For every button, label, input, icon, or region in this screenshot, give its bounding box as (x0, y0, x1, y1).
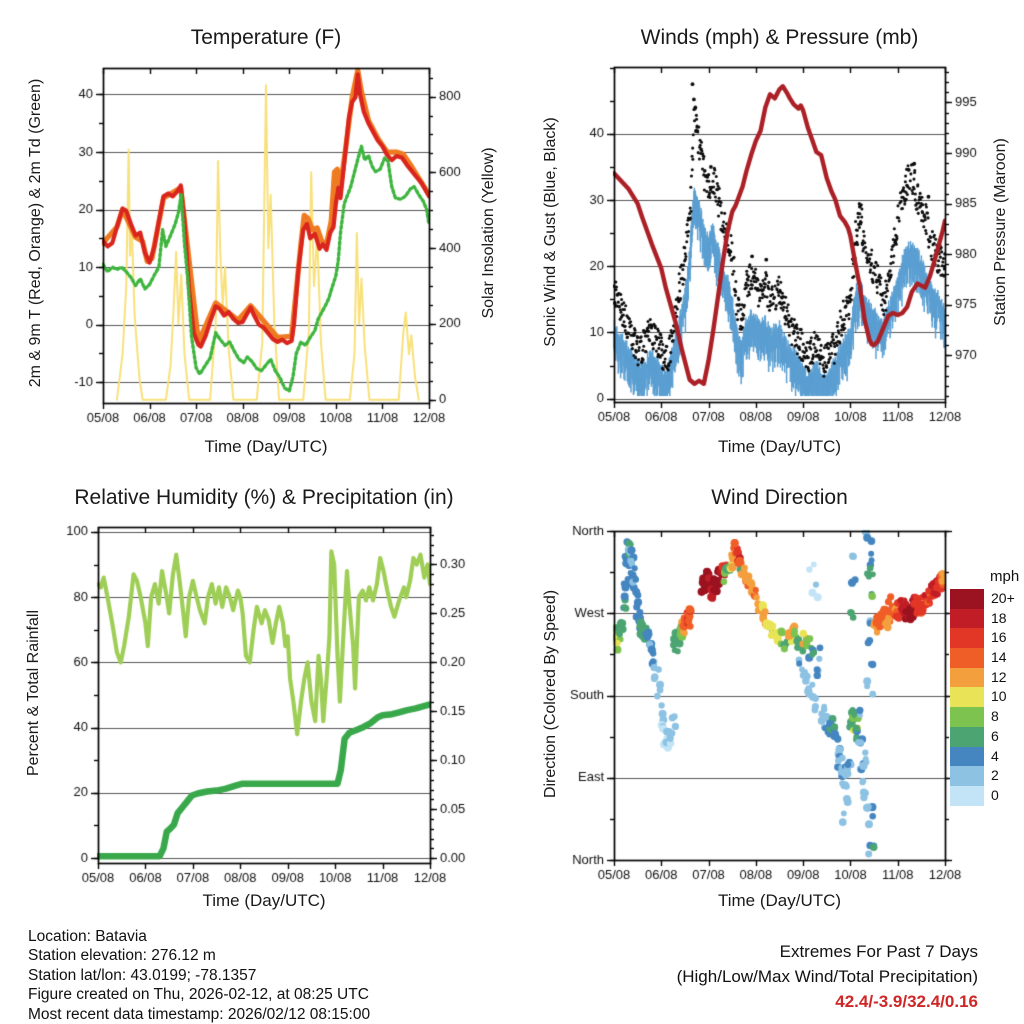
legend-speed-label: 4 (991, 747, 999, 764)
legend-color-swatch (950, 707, 984, 727)
legend-speed-label: 8 (991, 708, 999, 725)
legend-row (950, 628, 1024, 648)
temperature-y-axis-label-left: 2m & 9m T (Red, Orange) & 2m Td (Green) (27, 78, 44, 388)
station-elevation: Station elevation: 276.12 m (28, 947, 216, 965)
winds-pressure-chart-canvas (512, 0, 1024, 470)
legend-speed-label: 6 (991, 727, 999, 744)
percent-rainfall-y-axis-label-left: Percent & Total Rainfall (25, 610, 42, 777)
humidity-precip-chart-title: Relative Humidity (%) & Precipitation (in) (74, 486, 454, 509)
legend-row (950, 707, 1024, 727)
wind-direction-chart-canvas (512, 470, 1024, 940)
solar-insolation-y-axis-label-right: Solar Insolation (Yellow) (480, 147, 497, 319)
legend-row (950, 609, 1024, 629)
wind-direction-chart-title: Wind Direction (711, 486, 848, 509)
legend-row (950, 668, 1024, 688)
legend-color-swatch (950, 628, 984, 648)
legend-speed-label: 2 (991, 767, 999, 784)
legend-row (950, 589, 1024, 609)
station-info-block (28, 927, 370, 1024)
legend-color-swatch (950, 727, 984, 747)
winds-pressure-x-axis-label: Time (Day/UTC) (717, 437, 842, 456)
legend-color-swatch (950, 589, 984, 609)
legend-speed-label: 14 (991, 649, 1007, 666)
legend-row (950, 687, 1024, 707)
legend-speed-label: 12 (991, 668, 1007, 685)
extremes-heading: Extremes For Past 7 Days (779, 942, 978, 961)
legend-color-swatch (950, 668, 984, 688)
legend-row (950, 786, 1024, 806)
temperature-chart-canvas (0, 0, 512, 470)
wind-speed-legend (950, 568, 1024, 806)
legend-speed-label: 18 (991, 609, 1007, 626)
legend-row (950, 747, 1024, 767)
wind-direction-y-axis-label-left: Direction (Colored By Speed) (542, 589, 559, 799)
station-pressure-y-axis-label-right: Station Pressure (Maroon) (992, 138, 1009, 326)
legend-color-swatch (950, 786, 984, 806)
station-lat-lon: Station lat/lon: 43.0199; -78.1357 (28, 966, 257, 984)
wind-direction-x-axis-label: Time (Day/UTC) (717, 891, 842, 910)
wind-speed-legend-title: mph (990, 568, 1020, 585)
figure-created-timestamp: Figure created on Thu, 2026-02-12, at 08:25 UTC (28, 986, 369, 1004)
legend-row (950, 727, 1024, 747)
legend-speed-label: 20+ (991, 590, 1015, 606)
legend-color-swatch (950, 648, 984, 668)
legend-color-swatch (950, 747, 984, 767)
extremes-subheading: (High/Low/Max Wind/Total Precipitation) (676, 967, 978, 986)
legend-row (950, 648, 1024, 668)
most-recent-data-timestamp: Most recent data timestamp: 2026/02/12 08:15:00 (28, 1005, 371, 1023)
temperature-x-axis-label: Time (Day/UTC) (204, 437, 328, 456)
legend-speed-label: 0 (991, 786, 999, 803)
extremes-values: 42.4/-3.9/32.4/0.16 (835, 992, 978, 1011)
station-location: Location: Batavia (28, 928, 147, 945)
winds-pressure-chart-title: Winds (mph) & Pressure (mb) (640, 26, 919, 49)
extremes-block (614, 939, 978, 1014)
legend-color-swatch (950, 609, 984, 629)
temperature-chart-title: Temperature (F) (190, 26, 342, 49)
legend-speed-label: 10 (991, 688, 1007, 705)
legend-color-swatch (950, 766, 984, 786)
humidity-precip-chart-canvas (0, 470, 512, 940)
legend-row (950, 766, 1024, 786)
humidity-precip-x-axis-label: Time (Day/UTC) (202, 891, 326, 910)
wind-gust-y-axis-label-left: Sonic Wind & Gust (Blue, Black) (542, 117, 559, 347)
legend-color-swatch (950, 687, 984, 707)
wind-speed-legend-colorbar (950, 589, 1024, 806)
legend-speed-label: 16 (991, 629, 1007, 646)
